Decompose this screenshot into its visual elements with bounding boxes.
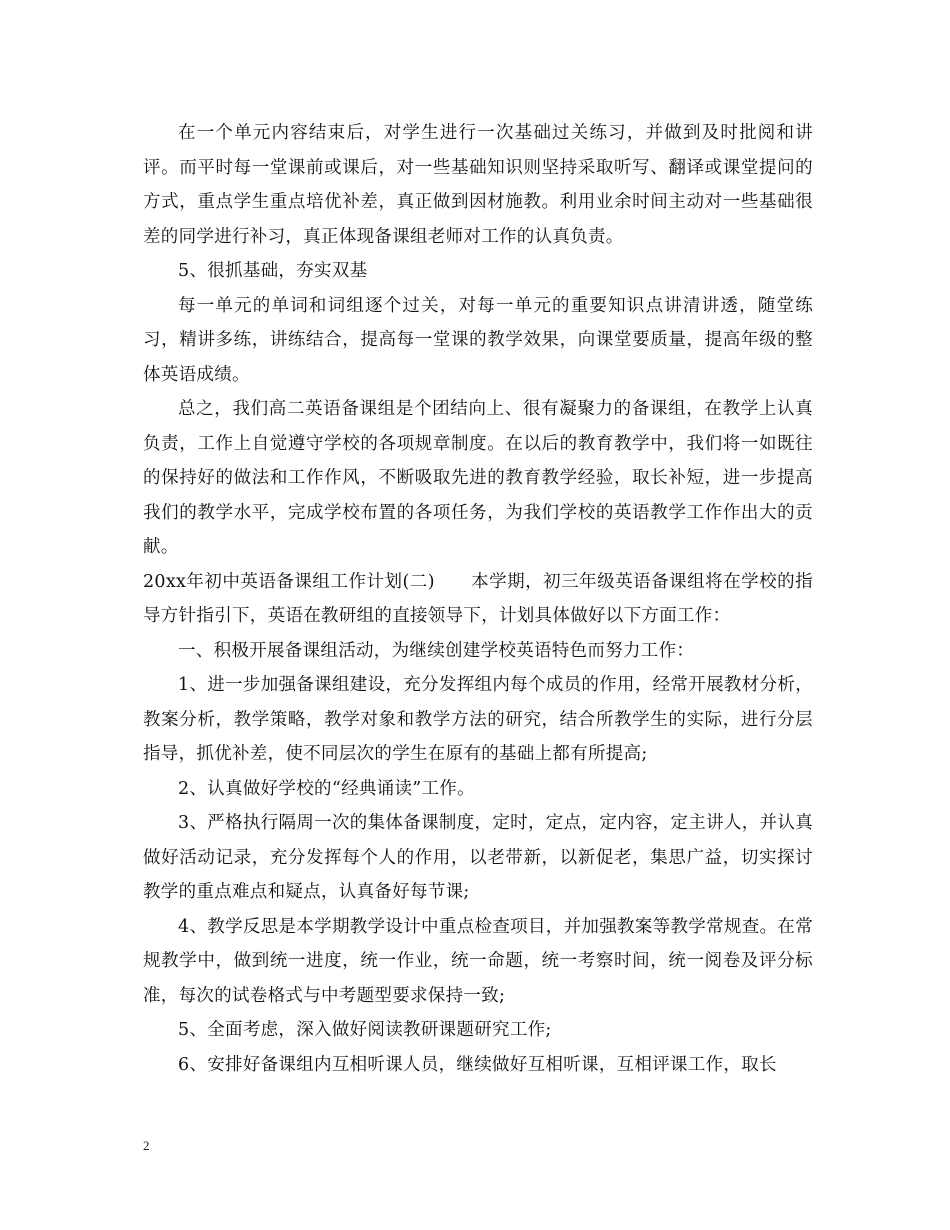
paragraph: 在一个单元内容结束后，对学生进行一次基础过关练习，并做到及时批阅和讲评。而平时每一堂课前或课后，对一些基础知识则坚持采取听写、翻译或课堂提问的方式，重点学生重点培优补差，真正做到因材施教。利用业余时间主动对一些基础很差的同学进行补习，真正体现备课组老师对工作的认真负责。 xyxy=(143,123,813,247)
document-body xyxy=(143,116,813,1082)
paragraph: 2、认真做好学校的“经典诵读”工作。 xyxy=(178,778,475,799)
paragraph: 4、教学反思是本学期教学设计中重点检查项目，并加强教案等教学常规查。在常规教学中，做到统一进度，统一作业，统一命题，统一考察时间，统一阅卷及评分标准，每次的试卷格式与中考题型要求保持一致; xyxy=(143,916,813,1006)
paragraph: 每一单元的单词和词组逐个过关，对每一单元的重要知识点讲清讲透，随堂练习，精讲多练，讲练结合，提高每一堂课的教学效果，向课堂要质量，提高年级的整体英语成绩。 xyxy=(143,295,813,385)
paragraph: 6、安排好备课组内互相听课人员，继续做好互相听课，互相评课工作，取长 xyxy=(178,1054,777,1075)
page-number: 2 xyxy=(143,1138,150,1153)
paragraph: 一、积极开展备课组活动，为继续创建学校英语特色而努力工作： xyxy=(178,640,695,661)
paragraph: 3、严格执行隔周一次的集体备课制度，定时，定点，定内容，定主讲人，并认真做好活动记录，充分发挥每个人的作用，以老带新，以新促老，集思广益，切实探讨教学的重点难点和疑点，认真备好每节课; xyxy=(143,813,813,902)
paragraph: 5、全面考虑，深入做好阅读教研课题研究工作; xyxy=(178,1020,552,1040)
paragraph: 20xx年初中英语备课组工作计划(二) 本学期，初三年级英语备课组将在学校的指导方针指引下，英语在教研组的直接领导下，计划具体做好以下方面工作： xyxy=(143,571,813,626)
paragraph: 总之，我们高二英语备课组是个团结向上、很有凝聚力的备课组，在教学上认真负责，工作上自觉遵守学校的各项规章制度。在以后的教育教学中，我们将一如既往的保持好的做法和工作作风，不断吸取先进的教育教学经验，取长补短，进一步提高我们的教学水平，完成学校布置的各项任务，为我们学校的英语教学工作作出大的贡献。 xyxy=(143,399,813,557)
paragraph: 1、进一步加强备课组建设，充分发挥组内每个成员的作用，经常开展教材分析，教案分析，教学策略，教学对象和教学方法的研究，结合所教学生的实际，进行分层指导，抓优补差，使不同层次的学生在原有的基础上都有所提高; xyxy=(143,675,813,764)
paragraph: 5、很抓基础，夯实双基 xyxy=(178,261,368,281)
